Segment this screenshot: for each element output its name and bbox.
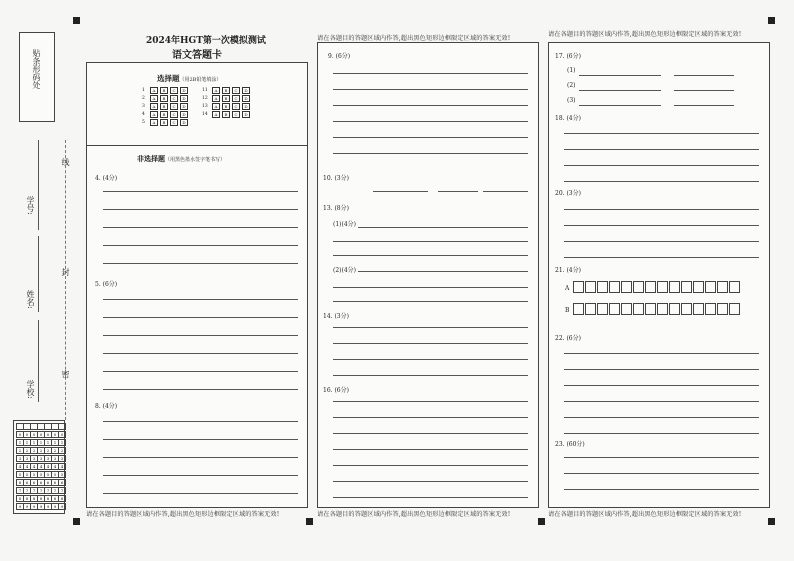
mc-note: （用2B铅笔填涂） — [179, 77, 222, 83]
q21-label: 21. (4分) — [555, 267, 581, 274]
answer-line[interactable] — [333, 137, 528, 138]
id-digit-bubble[interactable]: 3 — [23, 455, 31, 462]
mc-option-bubble[interactable]: B — [160, 103, 168, 110]
seal-char-mi: 密 — [61, 370, 70, 378]
answer-line[interactable] — [564, 209, 759, 210]
mc-number: 5 — [142, 120, 145, 125]
answer-line[interactable] — [564, 433, 759, 434]
mc-option-bubble[interactable]: B — [222, 87, 230, 94]
id-digit-bubble[interactable]: 2 — [44, 447, 52, 454]
id-digit-bubble[interactable]: 8 — [16, 495, 24, 502]
answer-line[interactable] — [103, 191, 298, 192]
id-digit-bubble[interactable]: 6 — [44, 479, 52, 486]
non-choice-title-text: 非选择题 — [137, 154, 165, 163]
q17-3-label: (3) — [567, 97, 576, 104]
name-line[interactable] — [38, 236, 39, 312]
seal-line — [65, 140, 66, 420]
character-box[interactable] — [669, 303, 680, 315]
mc-number: 13 — [202, 104, 208, 109]
answer-line[interactable] — [564, 457, 759, 458]
exam-title: 2024年HGT第一次模拟测试 — [146, 36, 266, 46]
answer-line[interactable] — [333, 327, 528, 328]
id-digit-bubble[interactable]: 5 — [44, 471, 52, 478]
id-digit-bubble[interactable]: 3 — [58, 455, 66, 462]
character-box[interactable] — [729, 303, 740, 315]
answer-line[interactable] — [103, 317, 298, 318]
id-digit-bubble[interactable]: 7 — [51, 487, 59, 494]
q21-b-boxes[interactable] — [573, 303, 741, 315]
id-digit-bubble[interactable]: 3 — [37, 455, 45, 462]
mc-option-bubble[interactable]: B — [222, 103, 230, 110]
id-digit-bubble[interactable]: 2 — [23, 447, 31, 454]
mc-option-bubble[interactable]: C — [232, 87, 240, 94]
id-digit-bubble[interactable]: 9 — [16, 503, 24, 510]
id-digit-bubble[interactable]: 2 — [16, 447, 24, 454]
character-box[interactable] — [705, 281, 716, 293]
mc-option-bubble[interactable]: D — [242, 95, 250, 102]
character-box[interactable] — [609, 281, 620, 293]
id-digit-bubble[interactable]: 1 — [37, 439, 45, 446]
mc-option-bubble[interactable]: D — [180, 111, 188, 118]
answer-line[interactable] — [333, 481, 528, 482]
warning-col2: 请在各题目的答题区域内作答,超出黑色矩形边框限定区域的答案无效! — [317, 511, 511, 518]
mc-option-bubble[interactable]: D — [180, 103, 188, 110]
id-digit-bubble[interactable]: 4 — [30, 463, 38, 470]
answer-line[interactable] — [103, 209, 298, 210]
school-label: 学校: — [26, 380, 35, 399]
id-digit-bubble[interactable]: 6 — [30, 479, 38, 486]
answer-line[interactable] — [674, 75, 734, 76]
character-box[interactable] — [585, 303, 596, 315]
character-box[interactable] — [645, 281, 656, 293]
answer-line[interactable] — [333, 121, 528, 122]
id-digit-bubble[interactable]: 9 — [58, 503, 66, 510]
id-digit-bubble[interactable]: 9 — [30, 503, 38, 510]
answer-line[interactable] — [564, 385, 759, 386]
mc-option-bubble[interactable]: A — [150, 111, 158, 118]
q22-label: 22. (6分) — [555, 335, 581, 342]
character-box[interactable] — [621, 303, 632, 315]
id-digit-bubble[interactable]: 2 — [37, 447, 45, 454]
answer-line[interactable] — [564, 417, 759, 418]
id-digit-bubble[interactable]: 8 — [37, 495, 45, 502]
mc-option-bubble[interactable]: C — [232, 103, 240, 110]
mc-option-bubble[interactable]: D — [242, 103, 250, 110]
id-write-box[interactable] — [58, 423, 66, 430]
answer-line[interactable] — [103, 245, 298, 246]
answer-line[interactable] — [333, 241, 528, 242]
answer-line[interactable] — [358, 271, 528, 272]
answer-line[interactable] — [564, 225, 759, 226]
mc-title — [157, 73, 221, 84]
id-digit-bubble[interactable]: 8 — [30, 495, 38, 502]
mc-row — [142, 119, 188, 126]
id-digit-bubble[interactable]: 7 — [23, 487, 31, 494]
id-digit-bubble[interactable]: 0 — [58, 431, 66, 438]
character-box[interactable] — [597, 281, 608, 293]
id-digit-bubble[interactable]: 5 — [51, 471, 59, 478]
registration-mark-top-left — [73, 17, 80, 24]
q21-a-label: A — [565, 285, 570, 292]
mc-option-bubble[interactable]: B — [222, 111, 230, 118]
registration-mark-bottom-mid-right — [538, 518, 545, 525]
id-digit-bubble[interactable]: 3 — [44, 455, 52, 462]
id-digit-bubble[interactable]: 2 — [58, 447, 66, 454]
q17-1-label: (1) — [567, 67, 576, 74]
q21-a-boxes[interactable] — [573, 281, 741, 293]
answer-line[interactable] — [564, 149, 759, 150]
registration-mark-top-right — [768, 17, 775, 24]
answer-line[interactable] — [564, 241, 759, 242]
character-box[interactable] — [633, 303, 644, 315]
id-digit-bubble[interactable]: 9 — [51, 503, 59, 510]
section-divider — [87, 145, 307, 146]
id-digit-bubble[interactable]: 2 — [30, 447, 38, 454]
mc-option-bubble[interactable]: B — [160, 95, 168, 102]
mc-option-bubble[interactable]: A — [150, 95, 158, 102]
q18-label: 18. (4分) — [555, 115, 581, 122]
character-box[interactable] — [657, 303, 668, 315]
q17-2-label: (2) — [567, 82, 576, 89]
answer-line[interactable] — [333, 301, 528, 302]
mc-option-bubble[interactable]: B — [160, 111, 168, 118]
mc-number: 2 — [142, 96, 145, 101]
id-digit-bubble[interactable]: 1 — [51, 439, 59, 446]
registration-mark-bottom-left — [73, 518, 80, 525]
mc-option-bubble[interactable]: B — [160, 119, 168, 126]
mc-row — [142, 95, 250, 102]
answer-line[interactable] — [579, 105, 661, 106]
mc-option-bubble[interactable]: A — [212, 95, 220, 102]
id-digit-bubble[interactable]: 5 — [30, 471, 38, 478]
mc-option-bubble[interactable]: D — [180, 87, 188, 94]
character-box[interactable] — [693, 303, 704, 315]
id-digit-bubble[interactable]: 9 — [23, 503, 31, 510]
warning-col2-top: 请在各题目的答题区域内作答,超出黑色矩形边框限定区域的答案无效! — [317, 35, 511, 42]
character-box[interactable] — [597, 303, 608, 315]
character-box[interactable] — [729, 281, 740, 293]
answer-line[interactable] — [103, 457, 298, 458]
id-digit-bubble[interactable]: 3 — [16, 455, 24, 462]
q14-label: 14. (3分) — [323, 313, 349, 320]
sheet-subtitle: 语文答题卡 — [172, 50, 222, 61]
mc-option-bubble[interactable]: A — [212, 111, 220, 118]
mc-option-bubble[interactable]: C — [170, 111, 178, 118]
id-digit-bubble[interactable]: 3 — [51, 455, 59, 462]
mc-option-bubble[interactable]: B — [160, 87, 168, 94]
answer-line[interactable] — [674, 105, 734, 106]
answer-line[interactable] — [333, 73, 528, 74]
id-digit-bubble[interactable]: 1 — [58, 439, 66, 446]
answer-line[interactable] — [564, 181, 759, 182]
mc-option-bubble[interactable]: C — [170, 87, 178, 94]
answer-line[interactable] — [103, 353, 298, 354]
name-label: 姓名: — [26, 290, 35, 309]
answer-line[interactable] — [564, 473, 759, 474]
q23-label: 23. (60分) — [555, 441, 585, 448]
answer-line[interactable] — [564, 401, 759, 402]
answer-line[interactable] — [103, 421, 298, 422]
mc-number: 4 — [142, 112, 145, 117]
mc-grid[interactable] — [142, 87, 292, 132]
column-1-box — [86, 62, 308, 508]
answer-line[interactable] — [103, 371, 298, 372]
answer-line[interactable] — [103, 439, 298, 440]
q4-label: 4. (4分) — [95, 175, 118, 182]
id-digit-bubble[interactable]: 3 — [30, 455, 38, 462]
id-digit-bubble[interactable]: 6 — [37, 479, 45, 486]
school-line[interactable] — [38, 320, 39, 402]
answer-line[interactable] — [103, 493, 298, 494]
non-choice-note: （用黑色墨水签字笔书写） — [165, 157, 226, 163]
id-digit-bubble[interactable]: 6 — [23, 479, 31, 486]
answer-line[interactable] — [333, 343, 528, 344]
mc-option-bubble[interactable]: D — [242, 87, 250, 94]
answer-line[interactable] — [438, 191, 478, 192]
id-digit-bubble[interactable]: 4 — [44, 463, 52, 470]
answer-line[interactable] — [564, 353, 759, 354]
answer-line[interactable] — [333, 375, 528, 376]
column-2-box — [317, 42, 539, 508]
answer-line[interactable] — [103, 299, 298, 300]
mc-option-bubble[interactable]: C — [170, 95, 178, 102]
answer-line[interactable] — [333, 89, 528, 90]
mc-row — [142, 103, 250, 110]
id-digit-bubble[interactable]: 0 — [44, 431, 52, 438]
q10-label: 10. (3分) — [323, 175, 349, 182]
id-digit-bubble[interactable]: 6 — [58, 479, 66, 486]
mc-number: 1 — [142, 88, 145, 93]
id-digit-bubble[interactable]: 4 — [23, 463, 31, 470]
character-box[interactable] — [681, 281, 692, 293]
seal-char-feng: 封 — [61, 268, 70, 276]
mc-option-bubble[interactable]: A — [150, 87, 158, 94]
character-box[interactable] — [693, 281, 704, 293]
character-box[interactable] — [609, 303, 620, 315]
barcode-label: 贴条形码处 — [32, 49, 41, 89]
answer-line[interactable] — [333, 465, 528, 466]
mc-option-bubble[interactable]: D — [242, 111, 250, 118]
id-digit-bubble[interactable]: 2 — [51, 447, 59, 454]
character-box[interactable] — [633, 281, 644, 293]
answer-line[interactable] — [333, 417, 528, 418]
mc-row — [142, 111, 250, 118]
answer-line[interactable] — [333, 401, 528, 402]
mc-row — [142, 87, 250, 94]
id-digit-bubble[interactable]: 8 — [51, 495, 59, 502]
character-box[interactable] — [573, 303, 584, 315]
q17-label: 17. (6分) — [555, 53, 581, 60]
answer-line[interactable] — [333, 359, 528, 360]
answer-line[interactable] — [103, 263, 298, 264]
q8-label: 8. (4分) — [95, 403, 118, 410]
id-digit-bubble[interactable]: 4 — [37, 463, 45, 470]
mc-option-bubble[interactable]: A — [150, 103, 158, 110]
id-digit-bubble[interactable]: 6 — [51, 479, 59, 486]
barcode-box — [19, 32, 55, 122]
q20-label: 20. (3分) — [555, 190, 581, 197]
character-box[interactable] — [657, 281, 668, 293]
character-box[interactable] — [717, 281, 728, 293]
answer-line[interactable] — [333, 105, 528, 106]
mc-number: 11 — [202, 88, 208, 93]
answer-line[interactable] — [358, 227, 528, 228]
character-box[interactable] — [585, 281, 596, 293]
character-box[interactable] — [621, 281, 632, 293]
q5-label: 5. (6分) — [95, 281, 118, 288]
q13-label: 13. (8分) — [323, 205, 349, 212]
mc-title-text: 选择题 — [157, 74, 180, 83]
character-box[interactable] — [573, 281, 584, 293]
id-digit-bubble[interactable]: 4 — [58, 463, 66, 470]
mc-option-bubble[interactable]: A — [212, 103, 220, 110]
id-digit-bubble[interactable]: 0 — [30, 431, 38, 438]
q9-label: 9. (6分) — [328, 53, 351, 60]
id-digit-bubble[interactable]: 9 — [44, 503, 52, 510]
answer-line[interactable] — [333, 449, 528, 450]
id-digit-bubble[interactable]: 1 — [44, 439, 52, 446]
id-digit-bubble[interactable]: 0 — [51, 431, 59, 438]
answer-line[interactable] — [333, 497, 528, 498]
id-digit-bubble[interactable]: 8 — [23, 495, 31, 502]
mc-option-bubble[interactable]: C — [232, 95, 240, 102]
id-digit-bubble[interactable]: 5 — [58, 471, 66, 478]
q21-b-label: B — [565, 307, 570, 314]
id-digit-bubble[interactable]: 0 — [16, 431, 24, 438]
id-digit-bubble[interactable]: 6 — [16, 479, 24, 486]
answer-line[interactable] — [674, 90, 734, 91]
id-digit-bubble[interactable]: 8 — [58, 495, 66, 502]
answer-line[interactable] — [579, 75, 661, 76]
answer-line[interactable] — [103, 335, 298, 336]
id-digit-bubble[interactable]: 0 — [37, 431, 45, 438]
id-digit-bubble[interactable]: 7 — [37, 487, 45, 494]
character-box[interactable] — [669, 281, 680, 293]
answer-line[interactable] — [333, 255, 528, 256]
warning-col3-top: 请在各题目的答题区域内作答,超出黑色矩形边框限定区域的答案无效! — [548, 31, 742, 38]
answer-line[interactable] — [403, 191, 428, 192]
answer-line[interactable] — [564, 489, 759, 490]
student-id-line[interactable] — [38, 140, 39, 230]
id-digit-bubble[interactable]: 7 — [44, 487, 52, 494]
character-box[interactable] — [717, 303, 728, 315]
id-digit-bubble[interactable]: 1 — [16, 439, 24, 446]
mc-option-bubble[interactable]: A — [212, 87, 220, 94]
mc-option-bubble[interactable]: B — [222, 95, 230, 102]
id-digit-bubble[interactable]: 7 — [16, 487, 24, 494]
id-digit-bubble[interactable]: 8 — [44, 495, 52, 502]
answer-line[interactable] — [333, 287, 528, 288]
mc-number: 12 — [202, 96, 208, 101]
answer-line[interactable] — [333, 433, 528, 434]
student-id-label: 学号: — [26, 196, 35, 215]
mc-option-bubble[interactable]: C — [170, 119, 178, 126]
mc-option-bubble[interactable]: A — [150, 119, 158, 126]
mc-number: 3 — [142, 104, 145, 109]
registration-mark-bottom-right — [768, 518, 775, 525]
answer-line[interactable] — [564, 257, 759, 258]
id-digit-bubble[interactable]: 0 — [23, 431, 31, 438]
q13-2-label: (2)(4分) — [333, 267, 356, 274]
answer-line[interactable] — [564, 133, 759, 134]
warning-col3: 请在各题目的答题区域内作答,超出黑色矩形边框限定区域的答案无效! — [548, 511, 742, 518]
character-box[interactable] — [645, 303, 656, 315]
answer-line[interactable] — [564, 369, 759, 370]
id-digit-bubble[interactable]: 5 — [16, 471, 24, 478]
answer-line[interactable] — [103, 475, 298, 476]
answer-line[interactable] — [103, 227, 298, 228]
mc-option-bubble[interactable]: C — [170, 103, 178, 110]
answer-line[interactable] — [483, 191, 528, 192]
id-digit-bubble[interactable]: 4 — [16, 463, 24, 470]
id-digit-bubble[interactable]: 7 — [58, 487, 66, 494]
column-3-box — [548, 42, 770, 508]
id-digit-bubble[interactable]: 9 — [37, 503, 45, 510]
mc-option-bubble[interactable]: D — [180, 119, 188, 126]
id-digit-bubble[interactable]: 4 — [51, 463, 59, 470]
answer-line[interactable] — [564, 165, 759, 166]
registration-mark-bottom-mid-left — [306, 518, 313, 525]
character-box[interactable] — [681, 303, 692, 315]
mc-option-bubble[interactable]: C — [232, 111, 240, 118]
id-digit-bubble[interactable]: 5 — [23, 471, 31, 478]
id-digit-bubble[interactable]: 1 — [23, 439, 31, 446]
id-digit-bubble[interactable]: 1 — [30, 439, 38, 446]
q13-1-label: (1)(4分) — [333, 221, 356, 228]
answer-line[interactable] — [103, 389, 298, 390]
seal-char-xian: 线 — [61, 158, 70, 166]
answer-line[interactable] — [579, 90, 661, 91]
mc-number: 14 — [202, 112, 208, 117]
warning-col1: 请在各题目的答题区域内作答,超出黑色矩形边框限定区域的答案无效! — [86, 511, 280, 518]
answer-line[interactable] — [333, 153, 528, 154]
q16-label: 16. (6分) — [323, 387, 349, 394]
non-choice-title — [137, 154, 225, 164]
id-digit-bubble[interactable]: 7 — [30, 487, 38, 494]
id-grid[interactable] — [13, 420, 65, 514]
id-digit-bubble[interactable]: 5 — [37, 471, 45, 478]
character-box[interactable] — [705, 303, 716, 315]
mc-option-bubble[interactable]: D — [180, 95, 188, 102]
